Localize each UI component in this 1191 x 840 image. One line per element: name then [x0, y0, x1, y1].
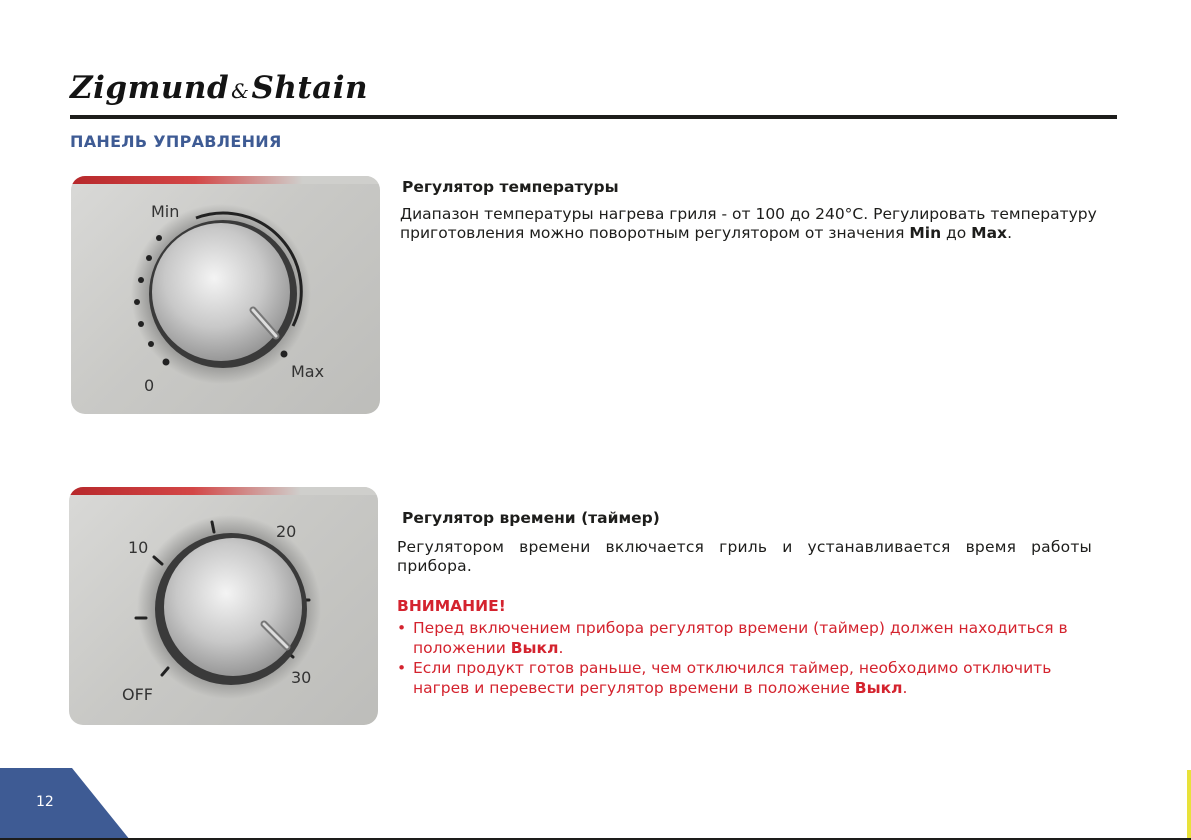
brand-name-part1: Zigmund: [70, 70, 230, 106]
page-number-tab: [0, 768, 130, 840]
section-title: ПАНЕЛЬ УПРАВЛЕНИЯ: [70, 132, 282, 151]
dial-label-min: Min: [151, 202, 180, 221]
dial-label-zero: 0: [144, 376, 155, 395]
temperature-max: Max: [971, 224, 1008, 242]
warning-text: Перед включением прибора регулятор времени (таймер) должен находиться в положении: [413, 619, 1068, 657]
temperature-text-2: до: [941, 224, 972, 242]
timer-knob-illustration: [69, 487, 378, 725]
temperature-text-1: Диапазон температуры нагрева гриля - от 100 до 240°С. Регулировать температуру приготовления можно поворотным регулятором от значения: [400, 205, 1097, 242]
warning-bold: Выкл: [854, 679, 903, 697]
warning-item: [397, 618, 1092, 658]
warning-end: .: [558, 639, 564, 657]
dial-label-10: 10: [128, 538, 149, 557]
dial-label-30: 30: [291, 668, 312, 687]
temperature-heading: Регулятор температуры: [402, 178, 619, 196]
warning-item: [397, 658, 1092, 698]
warning-title: ВНИМАНИЕ!: [397, 597, 506, 615]
temperature-description: [400, 205, 1120, 243]
page-number: 12: [36, 794, 54, 810]
temperature-text-3: .: [1007, 224, 1012, 242]
warning-bold: Выкл: [510, 639, 559, 657]
brand-logo: [70, 70, 368, 106]
warning-text: Если продукт готов раньше, чем отключился таймер, необходимо отключить нагрев и перевести регулятор времени в положение: [413, 659, 1052, 697]
dial-label-off: OFF: [122, 685, 153, 704]
brand-ampersand: &: [231, 79, 250, 103]
header-rule: [70, 115, 1117, 119]
temperature-knob-illustration: [71, 176, 380, 414]
temperature-knob-photo: [71, 176, 380, 414]
warning-list: [397, 618, 1092, 698]
timer-description: Регулятором времени включается гриль и устанавливается время работы прибора.: [397, 538, 1092, 575]
brand-name-part2: Shtain: [251, 70, 369, 106]
timer-heading: Регулятор времени (таймер): [402, 509, 660, 527]
temperature-min: Min: [909, 224, 942, 242]
warning-end: .: [902, 679, 908, 697]
dial-label-max: Max: [291, 362, 325, 381]
timer-knob-photo: [69, 487, 378, 725]
edge-mark: [1187, 770, 1191, 838]
dial-label-20: 20: [276, 522, 297, 541]
